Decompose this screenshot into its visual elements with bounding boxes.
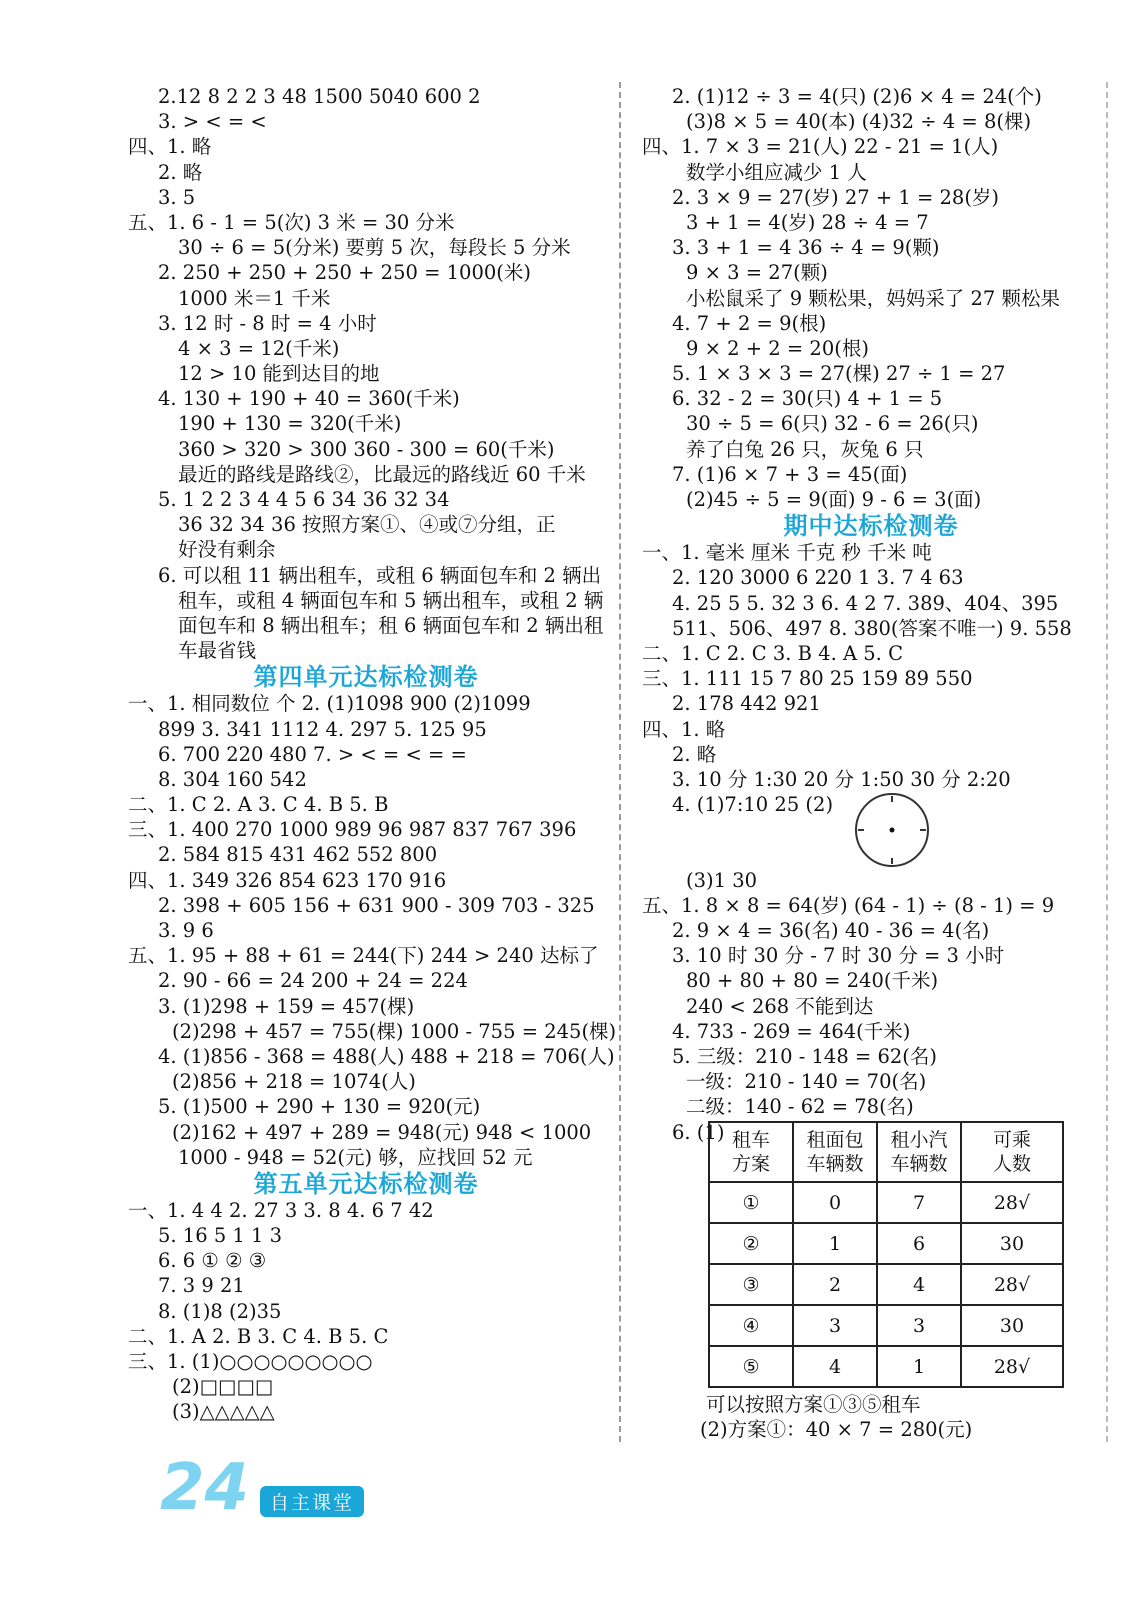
answer-line: 899 3. 341 1112 4. 297 5. 125 95	[158, 717, 487, 741]
answer-line: 三、1. 111 15 7 80 25 159 89 550	[642, 667, 973, 691]
answer-line: 一级：210 - 140 = 70(名)	[686, 1070, 927, 1094]
answer-line: 3. 5	[158, 185, 196, 209]
answer-line: (2)162 + 497 + 289 = 948(元) 948 < 1000	[172, 1120, 592, 1144]
answer-line: 四、1. 略	[642, 717, 726, 741]
table-header: 租小汽 车辆数	[877, 1122, 961, 1182]
answer-line: 6. 700 220 480 7. > < = < = =	[158, 742, 467, 766]
left-column	[122, 84, 617, 1425]
answer-line: 一、1. 相同数位 个 2. (1)1098 900 (2)1099	[128, 692, 531, 716]
answer-line: 2. 3 × 9 = 27(岁) 27 + 1 = 28(岁)	[672, 185, 1000, 209]
answer-line: 30 ÷ 6 = 5(分米) 要剪 5 次，每段长 5 分米	[178, 236, 571, 260]
answer-line: 5. (1)500 + 290 + 130 = 920(元)	[158, 1095, 481, 1119]
answer-line: 面包车和 8 辆出租车；租 6 辆面包车和 2 辆出租	[178, 613, 604, 637]
conclusion-line: 可以按照方案①③⑤租车	[706, 1393, 921, 1416]
answer-line: 4. (1)7:10 25 (2)	[672, 793, 834, 817]
answer-line: 二级：140 - 62 = 78(名)	[686, 1095, 914, 1119]
right-column	[636, 84, 1106, 1145]
answer-line: (3)△△△△△	[172, 1400, 275, 1424]
answer-line: 租车，或租 4 辆面包车和 5 辆出租车，或租 2 辆	[178, 588, 604, 612]
answer-line: 4 × 3 = 12(千米)	[178, 336, 340, 360]
answer-line: 9 × 3 = 27(颗)	[686, 261, 828, 285]
answer-line: 12 > 10 能到达目的地	[178, 362, 380, 386]
table-cell: ③	[709, 1264, 793, 1305]
table-row	[709, 1264, 1063, 1305]
answer-line: 3. 3 + 1 = 4 36 ÷ 4 = 9(颗)	[672, 236, 940, 260]
table-cell: 30	[961, 1305, 1063, 1346]
answer-line: 4. 733 - 269 = 464(千米)	[672, 1019, 911, 1043]
answer-line: 2. 略	[672, 742, 717, 766]
table-cell: ①	[709, 1182, 793, 1223]
answer-line: 80 + 80 + 80 = 240(千米)	[686, 969, 939, 993]
table-cell: 0	[793, 1182, 877, 1223]
answer-line: 车最省钱	[178, 639, 257, 663]
answer-line: 小松鼠采了 9 颗松果，妈妈采了 27 颗松果	[686, 286, 1061, 310]
answer-line: 2. 250 + 250 + 250 + 250 = 1000(米)	[158, 261, 531, 285]
answer-line: 2.12 8 2 2 3 48 1500 5040 600 2	[158, 85, 481, 108]
answer-line: 6. 32 - 2 = 30(只) 4 + 1 = 5	[672, 387, 943, 411]
answer-line: 养了白兔 26 只，灰兔 6 只	[686, 437, 924, 461]
conclusion-line: (2)方案①：40 × 7 = 280(元)	[700, 1418, 973, 1442]
answer-line: 240 < 268 不能到达	[686, 994, 874, 1018]
table-cell: 3	[793, 1305, 877, 1346]
table-row	[709, 1305, 1063, 1346]
answer-line: 好没有剩余	[178, 538, 276, 562]
answer-line: 2. 178 442 921	[672, 692, 821, 716]
answer-line: 二、1. C 2. A 3. C 4. B 5. B	[128, 793, 389, 817]
answer-line: 三、1. (1)○○○○○○○○○	[128, 1350, 373, 1373]
answer-line: 2. (1)12 ÷ 3 = 4(只) (2)6 × 4 = 24(个)	[672, 85, 1042, 108]
answer-line: 9 × 2 + 2 = 20(根)	[686, 336, 869, 360]
table-header: 租面包 车辆数	[793, 1122, 877, 1182]
table-header: 租车 方案	[709, 1122, 793, 1182]
answer-line: (2)□□□□	[172, 1375, 274, 1399]
answer-line: 1000 米＝1 千米	[178, 286, 331, 310]
answer-line: 4. (1)856 - 368 = 488(人) 488 + 218 = 706(人)	[158, 1044, 615, 1068]
answer-line: 一、1. 4 4 2. 27 3 3. 8 4. 6 7 42	[128, 1198, 434, 1222]
table-row	[709, 1182, 1063, 1223]
answer-line: 4. 25 5 5. 32 3 6. 4 2 7. 389、404、395	[672, 591, 1059, 615]
page-number: 24	[160, 1451, 250, 1525]
answer-line: 3. 9 6	[158, 919, 214, 942]
section-title: 第四单元达标检测卷	[253, 663, 479, 692]
answer-line: 二、1. A 2. B 3. C 4. B 5. C	[128, 1324, 389, 1348]
clock-icon	[852, 790, 932, 870]
table-conclusion	[700, 1392, 972, 1442]
answer-line: (3)1 30	[686, 868, 758, 892]
answer-line: 数学小组应减少 1 人	[686, 160, 867, 184]
table-cell: ⑤	[709, 1346, 793, 1387]
answer-line: 四、1. 349 326 854 623 170 916	[128, 868, 447, 892]
answer-line: 360 > 320 > 300 360 - 300 = 60(千米)	[178, 437, 555, 461]
brand-label: 自主课堂	[260, 1486, 364, 1517]
section-title: 第五单元达标检测卷	[253, 1169, 479, 1198]
answer-line: 7. (1)6 × 7 + 3 = 45(面)	[672, 462, 908, 486]
answer-line: 五、1. 8 × 8 = 64(岁) (64 - 1) ÷ (8 - 1) = 9	[642, 893, 1055, 917]
answer-line: 五、1. 6 - 1 = 5(次) 3 米 = 30 分米	[128, 210, 455, 234]
answer-line: 8. 304 160 542	[158, 767, 307, 791]
answer-line: 二、1. C 2. C 3. B 4. A 5. C	[642, 641, 903, 665]
answer-line: 三、1. 400 270 1000 989 96 987 837 767 396	[128, 818, 577, 842]
answer-line: (2)45 ÷ 5 = 9(面) 9 - 6 = 3(面)	[686, 488, 982, 511]
answer-line: (2)856 + 218 = 1074(人)	[172, 1070, 416, 1094]
answer-line: 6. 可以租 11 辆出租车，或租 6 辆面包车和 2 辆出	[158, 563, 602, 587]
answer-line: 2. 9 × 4 = 36(名) 40 - 36 = 4(名)	[672, 919, 990, 942]
answer-line: 2. 略	[158, 160, 203, 184]
table-cell: 28√	[961, 1264, 1063, 1305]
table-cell: ②	[709, 1223, 793, 1264]
table-header: 可乘 人数	[961, 1122, 1063, 1182]
answer-line: 3. 12 时 - 8 时 = 4 小时	[158, 311, 377, 335]
table-cell: 28√	[961, 1182, 1063, 1223]
table-cell: 1	[793, 1223, 877, 1264]
table-cell: 7	[877, 1182, 961, 1223]
table-cell: 28√	[961, 1346, 1063, 1387]
answer-line: 6. 6 ① ② ③	[158, 1249, 267, 1273]
table-cell: 6	[877, 1223, 961, 1264]
answer-line: 2. 90 - 66 = 24 200 + 24 = 224	[158, 969, 468, 993]
answer-line: 最近的路线是路线②，比最远的路线近 60 千米	[178, 462, 586, 486]
answer-line: 四、1. 7 × 3 = 21(人) 22 - 21 = 1(人)	[642, 135, 999, 159]
answer-line: 36 32 34 36 按照方案①、④或⑦分组，正	[178, 513, 556, 537]
rental-table	[708, 1121, 1064, 1388]
table-cell: 3	[877, 1305, 961, 1346]
answer-line: 30 ÷ 5 = 6(只) 32 - 6 = 26(只)	[686, 412, 979, 436]
table-cell: 30	[961, 1223, 1063, 1264]
table-cell: 2	[793, 1264, 877, 1305]
answer-line: 5. 16 5 1 1 3	[158, 1224, 283, 1248]
answer-line: 1000 - 948 = 52(元) 够，应找回 52 元	[178, 1145, 533, 1169]
answer-line: 3 + 1 = 4(岁) 28 ÷ 4 = 7	[686, 210, 929, 234]
column-divider	[619, 82, 621, 1442]
answer-line: 511、506、497 8. 380(答案不唯一) 9. 558	[672, 616, 1072, 640]
table-row	[709, 1346, 1063, 1387]
answer-line: 5. 1 2 2 3 4 4 5 6 34 36 32 34	[158, 488, 450, 511]
answer-line: 3. 10 时 30 分 - 7 时 30 分 = 3 小时	[672, 944, 1005, 968]
table-header-row	[709, 1122, 1063, 1182]
answer-line: 8. (1)8 (2)35	[158, 1299, 282, 1323]
answer-line: 190 + 130 = 320(千米)	[178, 412, 402, 436]
table-cell: 4	[877, 1264, 961, 1305]
answer-line: (2)298 + 457 = 755(棵) 1000 - 755 = 245(棵)	[172, 1019, 617, 1043]
answer-line: 一、1. 毫米 厘米 千克 秒 千米 吨	[642, 541, 932, 565]
table-cell: ④	[709, 1305, 793, 1346]
answer-line: 四、1. 略	[128, 135, 212, 159]
answer-line: 5. 三级：210 - 148 = 62(名)	[672, 1044, 937, 1068]
answer-line: (3)8 × 5 = 40(本) (4)32 ÷ 4 = 8(棵)	[686, 110, 1032, 134]
answer-line: 2. 120 3000 6 220 1 3. 7 4 63	[672, 566, 964, 590]
edge-divider	[1106, 82, 1108, 1442]
answer-line: 3. > < = <	[158, 110, 267, 134]
answer-line: 2. 398 + 605 156 + 631 900 - 309 703 - 325	[158, 893, 595, 917]
answer-line: 6. (1)	[672, 1120, 725, 1144]
answer-line: 2. 584 815 431 462 552 800	[158, 843, 438, 867]
table-row	[709, 1223, 1063, 1264]
answer-line: 4. 7 + 2 = 9(根)	[672, 311, 827, 335]
answer-line: 3. (1)298 + 159 = 457(棵)	[158, 994, 415, 1018]
table-cell: 1	[877, 1346, 961, 1387]
section-title: 期中达标检测卷	[783, 512, 959, 541]
table-cell: 4	[793, 1346, 877, 1387]
answer-line: 5. 1 × 3 × 3 = 27(棵) 27 ÷ 1 = 27	[672, 362, 1006, 386]
answer-line: 7. 3 9 21	[158, 1274, 245, 1298]
answer-line: 五、1. 95 + 88 + 61 = 244(下) 244 > 240 达标了	[128, 944, 599, 968]
answer-line: 3. 10 分 1:30 20 分 1:50 30 分 2:20	[672, 767, 1011, 791]
answer-line: 4. 130 + 190 + 40 = 360(千米)	[158, 387, 460, 411]
